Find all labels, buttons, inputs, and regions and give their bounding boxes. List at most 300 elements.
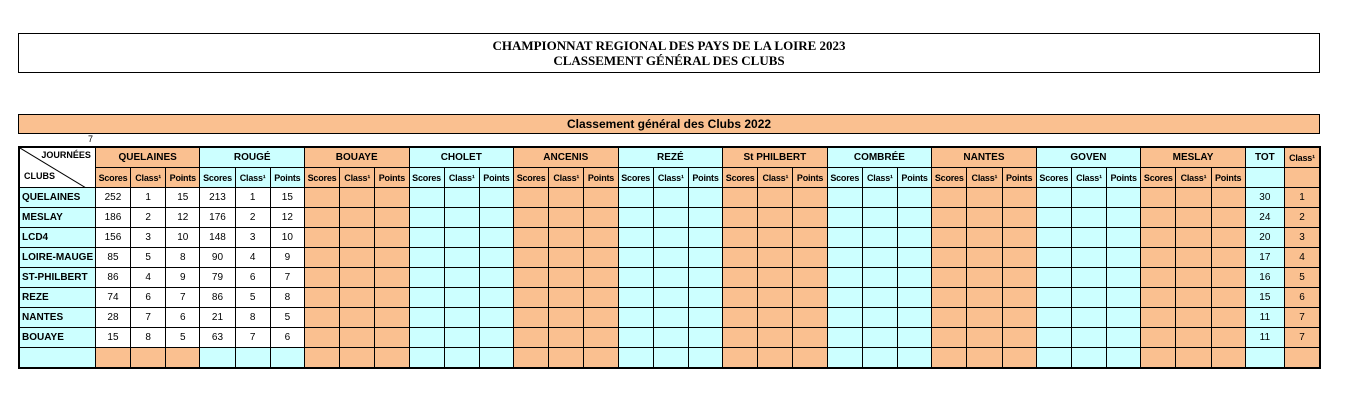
header-row-venues xyxy=(19,147,1320,168)
score-cell xyxy=(1107,248,1141,268)
score-cell xyxy=(758,348,793,369)
club-name-cell: MESLAY xyxy=(19,208,95,228)
score-cell xyxy=(758,228,793,248)
score-cell: 28 xyxy=(95,308,130,328)
score-cell: 213 xyxy=(200,188,235,208)
subheader-scores: Scores xyxy=(409,168,444,188)
score-cell xyxy=(409,288,444,308)
score-cell xyxy=(1141,288,1176,308)
score-cell: 10 xyxy=(166,228,200,248)
score-cell xyxy=(409,208,444,228)
score-cell xyxy=(1107,228,1141,248)
score-cell xyxy=(479,228,513,248)
score-cell xyxy=(862,188,897,208)
score-cell xyxy=(375,328,409,348)
score-cell xyxy=(723,328,758,348)
score-cell xyxy=(723,288,758,308)
score-cell xyxy=(1141,268,1176,288)
rank-cell: 4 xyxy=(1284,248,1320,268)
club-name-cell: BOUAYE xyxy=(19,328,95,348)
score-cell xyxy=(479,208,513,228)
score-cell xyxy=(898,268,932,288)
score-cell xyxy=(827,288,862,308)
score-cell xyxy=(479,188,513,208)
score-cell: 6 xyxy=(131,288,166,308)
venue-header: St PHILBERT xyxy=(723,147,828,168)
rank-cell: 6 xyxy=(1284,288,1320,308)
score-cell xyxy=(479,288,513,308)
club-name-cell: LOIRE-MAUGE xyxy=(19,248,95,268)
score-cell xyxy=(1036,348,1071,369)
subheader-points: Points xyxy=(584,168,618,188)
score-cell xyxy=(688,348,722,369)
score-cell xyxy=(409,188,444,208)
score-cell xyxy=(514,228,549,248)
score-cell: 12 xyxy=(166,208,200,228)
score-cell xyxy=(1211,308,1245,328)
score-cell xyxy=(653,248,688,268)
score-cell xyxy=(375,248,409,268)
score-cell: 176 xyxy=(200,208,235,228)
venue-header: COMBRÉE xyxy=(827,147,932,168)
score-cell: 4 xyxy=(235,248,270,268)
score-cell xyxy=(688,248,722,268)
score-cell xyxy=(1176,308,1211,328)
score-cell xyxy=(1141,348,1176,369)
score-cell xyxy=(1107,348,1141,369)
score-cell xyxy=(1176,348,1211,369)
score-cell xyxy=(549,288,584,308)
score-cell: 8 xyxy=(166,248,200,268)
score-cell xyxy=(1071,228,1106,248)
score-cell xyxy=(618,348,653,369)
score-cell xyxy=(444,248,479,268)
score-cell xyxy=(653,208,688,228)
score-cell xyxy=(793,308,827,328)
score-cell xyxy=(1002,348,1036,369)
score-cell xyxy=(1141,248,1176,268)
score-cell: 7 xyxy=(166,288,200,308)
score-cell xyxy=(932,288,967,308)
score-cell xyxy=(827,328,862,348)
score-cell xyxy=(618,268,653,288)
score-cell xyxy=(618,228,653,248)
score-cell xyxy=(549,348,584,369)
score-cell xyxy=(1036,248,1071,268)
tot-header: TOT xyxy=(1245,147,1284,168)
score-cell xyxy=(967,308,1002,328)
score-cell xyxy=(898,208,932,228)
score-cell xyxy=(584,348,618,369)
title-line-2: CLASSEMENT GÉNÉRAL DES CLUBS xyxy=(553,53,785,68)
score-cell: 10 xyxy=(270,228,304,248)
subheader-class: Class¹ xyxy=(549,168,584,188)
venue-header: REZÉ xyxy=(618,147,723,168)
score-cell xyxy=(514,328,549,348)
score-cell xyxy=(827,348,862,369)
score-cell xyxy=(723,208,758,228)
subheader-points: Points xyxy=(793,168,827,188)
score-cell xyxy=(1141,188,1176,208)
score-cell xyxy=(618,328,653,348)
score-cell xyxy=(932,268,967,288)
score-cell: 4 xyxy=(131,268,166,288)
score-cell xyxy=(793,208,827,228)
score-cell xyxy=(758,208,793,228)
score-cell: 8 xyxy=(235,308,270,328)
tot-cell: 16 xyxy=(1245,268,1284,288)
score-cell: 15 xyxy=(95,328,130,348)
score-cell xyxy=(304,248,339,268)
score-cell xyxy=(862,348,897,369)
score-cell xyxy=(549,228,584,248)
journee-number: 7 xyxy=(88,134,94,144)
score-cell xyxy=(1211,268,1245,288)
subheader-points: Points xyxy=(375,168,409,188)
score-cell: 2 xyxy=(235,208,270,228)
score-cell xyxy=(1211,348,1245,369)
score-cell xyxy=(1002,288,1036,308)
score-cell xyxy=(688,328,722,348)
header-row-subcolumns xyxy=(19,168,1320,188)
score-cell xyxy=(1107,328,1141,348)
score-cell xyxy=(1211,288,1245,308)
score-cell xyxy=(1107,288,1141,308)
score-cell xyxy=(1036,268,1071,288)
rank-cell: 5 xyxy=(1284,268,1320,288)
score-cell xyxy=(618,288,653,308)
score-cell xyxy=(304,188,339,208)
score-cell xyxy=(95,348,130,369)
score-cell xyxy=(653,348,688,369)
score-cell: 5 xyxy=(131,248,166,268)
score-cell: 90 xyxy=(200,248,235,268)
score-cell xyxy=(1141,208,1176,228)
score-cell xyxy=(723,268,758,288)
score-cell: 156 xyxy=(95,228,130,248)
score-cell xyxy=(1071,208,1106,228)
score-cell xyxy=(1071,328,1106,348)
score-cell xyxy=(618,248,653,268)
score-cell xyxy=(409,228,444,248)
score-cell xyxy=(688,208,722,228)
score-cell xyxy=(1036,188,1071,208)
score-cell xyxy=(1071,248,1106,268)
club-name-cell: ST-PHILBERT xyxy=(19,268,95,288)
score-cell xyxy=(166,348,200,369)
venue-header: BOUAYE xyxy=(304,147,409,168)
score-cell xyxy=(758,188,793,208)
score-cell xyxy=(1002,328,1036,348)
subheader-points: Points xyxy=(270,168,304,188)
score-cell xyxy=(758,308,793,328)
table-row xyxy=(19,268,1320,288)
score-cell xyxy=(862,328,897,348)
score-cell xyxy=(1107,188,1141,208)
score-cell xyxy=(270,348,304,369)
score-cell xyxy=(793,228,827,248)
score-cell: 5 xyxy=(235,288,270,308)
subheader-scores: Scores xyxy=(200,168,235,188)
score-cell xyxy=(1036,288,1071,308)
score-cell xyxy=(618,308,653,328)
score-cell xyxy=(688,188,722,208)
rank-cell: 2 xyxy=(1284,208,1320,228)
score-cell xyxy=(898,288,932,308)
score-cell xyxy=(479,268,513,288)
score-cell xyxy=(375,228,409,248)
score-cell xyxy=(793,188,827,208)
score-cell: 6 xyxy=(270,328,304,348)
score-cell: 2 xyxy=(131,208,166,228)
tot-cell: 20 xyxy=(1245,228,1284,248)
table-row xyxy=(19,308,1320,328)
club-name-cell: NANTES xyxy=(19,308,95,328)
score-cell xyxy=(1036,228,1071,248)
venue-header: ROUGÉ xyxy=(200,147,305,168)
score-cell xyxy=(862,208,897,228)
score-cell xyxy=(1141,228,1176,248)
score-cell xyxy=(514,308,549,328)
score-cell xyxy=(549,328,584,348)
score-cell xyxy=(584,328,618,348)
score-cell xyxy=(967,328,1002,348)
club-name-cell: LCD4 xyxy=(19,228,95,248)
score-cell xyxy=(1211,248,1245,268)
score-cell xyxy=(340,308,375,328)
score-cell xyxy=(1002,208,1036,228)
score-cell xyxy=(340,268,375,288)
score-cell xyxy=(549,308,584,328)
subheader-points: Points xyxy=(479,168,513,188)
subheader-class: Class¹ xyxy=(235,168,270,188)
score-cell xyxy=(862,288,897,308)
subheader-scores: Scores xyxy=(618,168,653,188)
corner-cell xyxy=(19,147,95,188)
table-row xyxy=(19,248,1320,268)
score-cell xyxy=(898,248,932,268)
score-cell xyxy=(1176,288,1211,308)
score-cell xyxy=(1002,188,1036,208)
score-cell xyxy=(862,308,897,328)
score-cell xyxy=(932,228,967,248)
score-cell xyxy=(444,308,479,328)
score-cell xyxy=(409,268,444,288)
score-cell xyxy=(304,348,339,369)
score-cell xyxy=(862,268,897,288)
score-cell xyxy=(1071,288,1106,308)
score-cell xyxy=(1176,268,1211,288)
score-cell xyxy=(584,288,618,308)
score-cell xyxy=(1071,268,1106,288)
score-cell xyxy=(1176,328,1211,348)
score-cell: 3 xyxy=(131,228,166,248)
score-cell: 12 xyxy=(270,208,304,228)
score-cell xyxy=(967,208,1002,228)
score-cell xyxy=(723,228,758,248)
score-cell: 8 xyxy=(270,288,304,308)
subheader-points: Points xyxy=(1002,168,1036,188)
score-cell: 252 xyxy=(95,188,130,208)
score-cell xyxy=(758,288,793,308)
score-cell xyxy=(862,248,897,268)
score-cell xyxy=(1036,208,1071,228)
score-cell xyxy=(932,328,967,348)
score-cell: 7 xyxy=(131,308,166,328)
subheader-class: Class¹ xyxy=(1071,168,1106,188)
score-cell xyxy=(514,188,549,208)
score-cell xyxy=(514,288,549,308)
rank-cell: 3 xyxy=(1284,228,1320,248)
corner-journees-label: JOURNÉES xyxy=(41,150,91,160)
score-cell xyxy=(1002,248,1036,268)
score-cell: 5 xyxy=(270,308,304,328)
score-cell: 85 xyxy=(95,248,130,268)
score-cell xyxy=(723,188,758,208)
tot-cell: 15 xyxy=(1245,288,1284,308)
club-name-cell xyxy=(19,348,95,369)
score-cell xyxy=(758,328,793,348)
score-cell xyxy=(304,268,339,288)
score-cell xyxy=(1002,228,1036,248)
venue-header: NANTES xyxy=(932,147,1037,168)
score-cell xyxy=(584,228,618,248)
tot-cell: 24 xyxy=(1245,208,1284,228)
score-cell: 1 xyxy=(131,188,166,208)
score-cell xyxy=(340,328,375,348)
score-cell xyxy=(549,208,584,228)
score-cell xyxy=(584,308,618,328)
score-cell xyxy=(758,268,793,288)
score-cell xyxy=(688,288,722,308)
score-cell xyxy=(340,288,375,308)
score-cell xyxy=(758,248,793,268)
score-cell xyxy=(584,268,618,288)
subheader-scores: Scores xyxy=(514,168,549,188)
score-cell: 86 xyxy=(200,288,235,308)
score-cell xyxy=(898,308,932,328)
score-cell xyxy=(444,348,479,369)
score-cell xyxy=(827,248,862,268)
score-cell: 21 xyxy=(200,308,235,328)
score-cell xyxy=(827,268,862,288)
score-cell xyxy=(304,208,339,228)
table-row xyxy=(19,288,1320,308)
score-cell xyxy=(514,208,549,228)
score-cell: 15 xyxy=(166,188,200,208)
score-cell xyxy=(1176,228,1211,248)
score-cell xyxy=(584,188,618,208)
score-cell: 6 xyxy=(166,308,200,328)
score-cell: 15 xyxy=(270,188,304,208)
score-cell xyxy=(444,208,479,228)
score-cell xyxy=(1107,208,1141,228)
score-cell xyxy=(584,248,618,268)
score-cell xyxy=(304,288,339,308)
score-cell xyxy=(340,188,375,208)
venue-header: GOVEN xyxy=(1036,147,1141,168)
score-cell xyxy=(409,248,444,268)
score-cell xyxy=(898,228,932,248)
score-cell xyxy=(793,348,827,369)
subtitle-bar: Classement général des Clubs 2022 xyxy=(18,114,1320,134)
score-cell xyxy=(827,308,862,328)
score-cell xyxy=(444,228,479,248)
standings-table xyxy=(18,146,1321,369)
score-cell xyxy=(304,228,339,248)
subheader-class: Class¹ xyxy=(131,168,166,188)
class-subheader-empty xyxy=(1284,168,1320,188)
score-cell xyxy=(932,208,967,228)
subheader-scores: Scores xyxy=(723,168,758,188)
score-cell xyxy=(1071,308,1106,328)
subheader-class: Class¹ xyxy=(967,168,1002,188)
score-cell xyxy=(793,268,827,288)
score-cell xyxy=(549,248,584,268)
subheader-points: Points xyxy=(1107,168,1141,188)
score-cell xyxy=(967,248,1002,268)
subheader-scores: Scores xyxy=(827,168,862,188)
tot-cell xyxy=(1245,348,1284,369)
tot-cell: 11 xyxy=(1245,308,1284,328)
subheader-points: Points xyxy=(898,168,932,188)
score-cell xyxy=(409,308,444,328)
score-cell xyxy=(1141,328,1176,348)
score-cell: 7 xyxy=(270,268,304,288)
rank-cell: 7 xyxy=(1284,328,1320,348)
table-row xyxy=(19,348,1320,369)
score-cell xyxy=(793,328,827,348)
tot-cell: 30 xyxy=(1245,188,1284,208)
score-cell xyxy=(827,228,862,248)
subheader-class: Class¹ xyxy=(758,168,793,188)
score-cell xyxy=(793,288,827,308)
score-cell: 74 xyxy=(95,288,130,308)
venue-header: ANCENIS xyxy=(514,147,619,168)
score-cell xyxy=(340,348,375,369)
score-cell xyxy=(340,228,375,248)
score-cell xyxy=(1002,308,1036,328)
tot-cell: 11 xyxy=(1245,328,1284,348)
subheader-scores: Scores xyxy=(95,168,130,188)
score-cell: 8 xyxy=(131,328,166,348)
score-cell xyxy=(653,268,688,288)
score-cell xyxy=(1211,228,1245,248)
score-cell xyxy=(967,188,1002,208)
score-cell xyxy=(514,268,549,288)
score-cell: 7 xyxy=(235,328,270,348)
score-cell xyxy=(967,228,1002,248)
venue-header: CHOLET xyxy=(409,147,514,168)
score-cell xyxy=(1107,268,1141,288)
score-cell xyxy=(862,228,897,248)
score-cell xyxy=(932,308,967,328)
score-cell xyxy=(967,268,1002,288)
corner-clubs-label: CLUBS xyxy=(24,171,55,181)
score-cell xyxy=(1211,328,1245,348)
score-cell: 186 xyxy=(95,208,130,228)
score-cell xyxy=(827,208,862,228)
score-cell xyxy=(653,328,688,348)
score-cell xyxy=(1211,208,1245,228)
score-cell xyxy=(479,248,513,268)
subheader-points: Points xyxy=(688,168,722,188)
score-cell xyxy=(932,248,967,268)
score-cell xyxy=(1002,268,1036,288)
subheader-scores: Scores xyxy=(1036,168,1071,188)
score-cell: 148 xyxy=(200,228,235,248)
subheader-points: Points xyxy=(1211,168,1245,188)
